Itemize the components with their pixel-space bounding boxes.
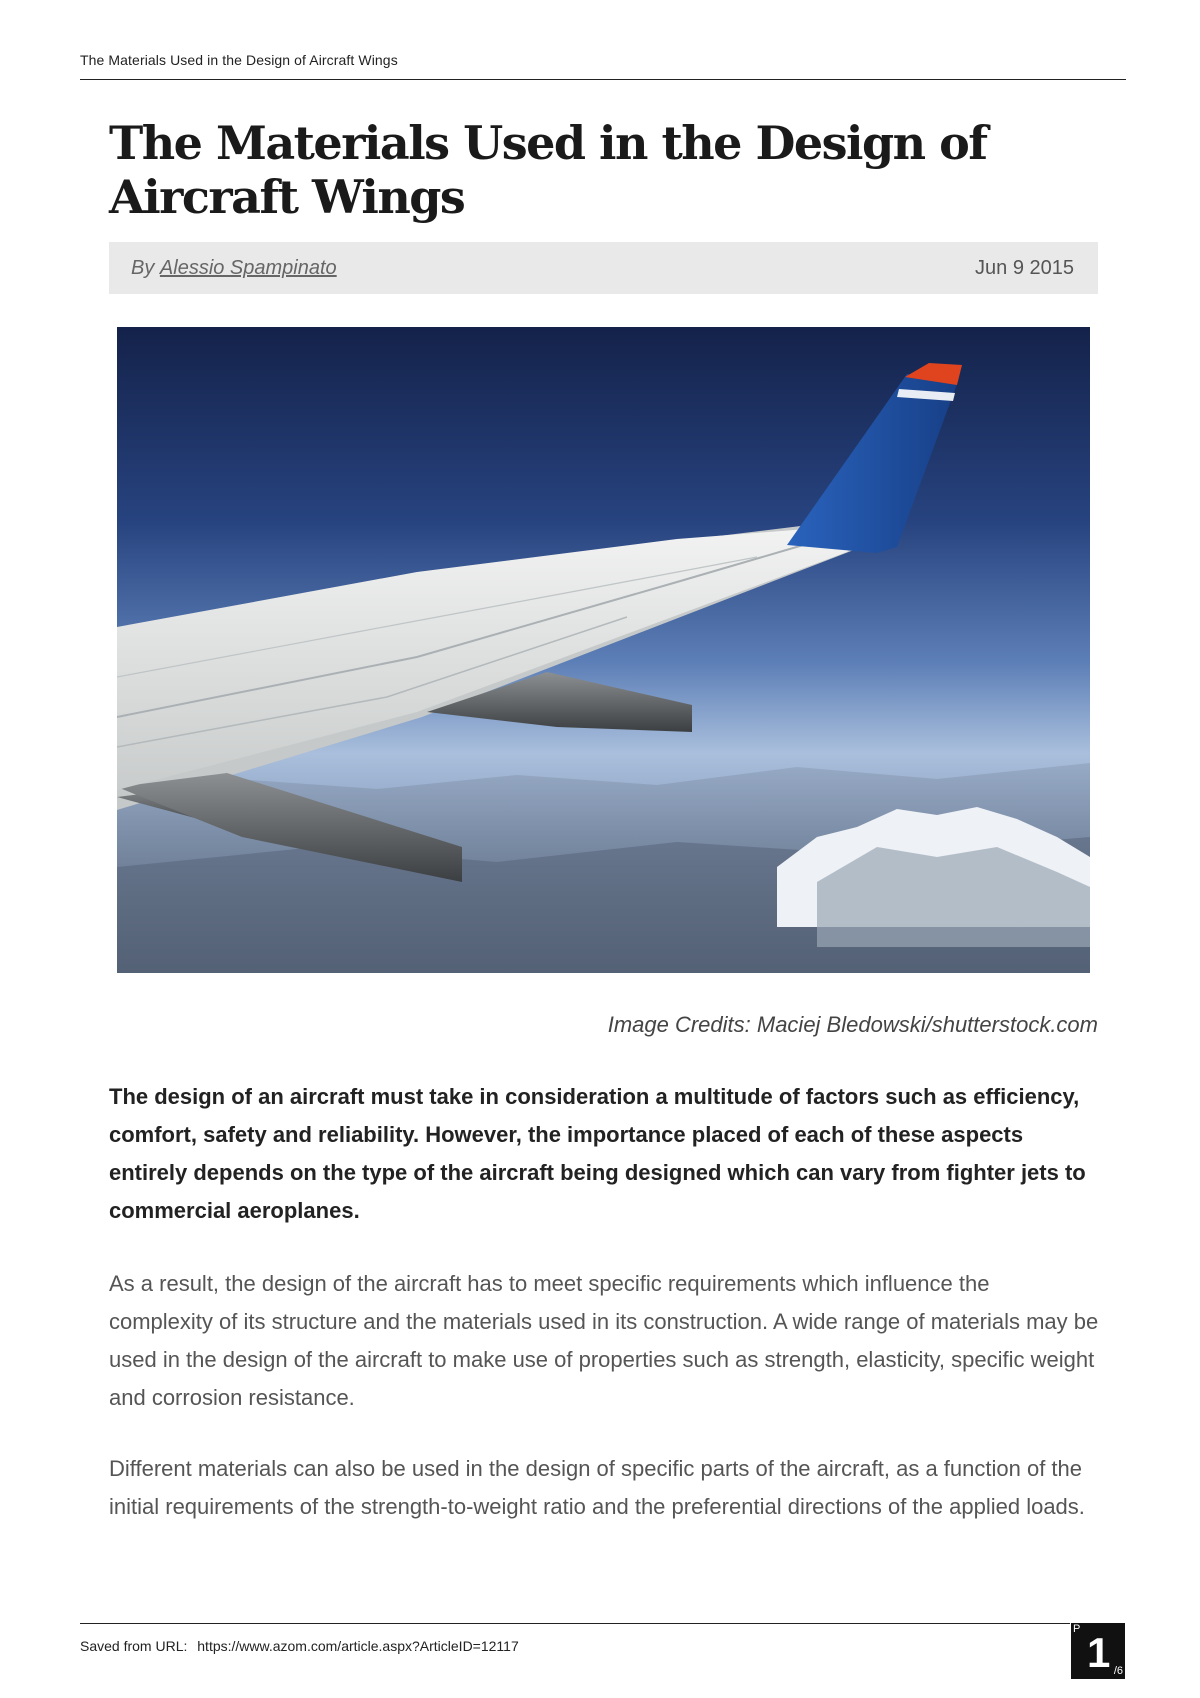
page-letter: P: [1073, 1623, 1081, 1635]
body-paragraph: As a result, the design of the aircraft has to meet specific requirements which influence the complexity of its structure and the materials used in its construction. A wide range of materials may be used in the design of the aircraft to make use of properties such as strength, elasticity, specific weight and corrosion resistance.: [109, 1271, 1099, 1410]
header-divider: [80, 79, 1126, 80]
aircraft-wing-photo: [117, 327, 1090, 973]
page-number-badge: [1071, 1623, 1125, 1679]
publish-date: Jun 9 2015: [975, 256, 1074, 279]
byline-author-group: [131, 257, 337, 280]
article-image: [117, 327, 1090, 973]
footer-divider: [80, 1623, 1070, 1624]
footer-source: [80, 1638, 519, 1654]
page-number: 1: [1087, 1629, 1111, 1676]
byline-bar: [109, 242, 1098, 294]
running-header: The Materials Used in the Design of Aircraft Wings: [80, 52, 398, 68]
source-url-link[interactable]: https://www.azom.com/article.aspx?ArticleID=12117: [197, 1638, 519, 1654]
lead-paragraph: The design of an aircraft must take in consideration a multitude of factors such as efficiency, comfort, safety and reliability. However, the importance placed of each of these aspects entirely depends on the type of the aircraft being designed which can vary from fighter jets to commercial aeroplanes.: [109, 1084, 1086, 1223]
saved-from-label: Saved from URL:: [80, 1638, 188, 1654]
byline-prefix: By: [131, 256, 155, 279]
page-total: /6: [1113, 1665, 1123, 1677]
article-title: The Materials Used in the Design of Aircraft Wings: [109, 116, 987, 224]
body-paragraph: Different materials can also be used in the design of specific parts of the aircraft, as a function of the initial requirements of the strength-to-weight ratio and the preferential directions of the applied loads.: [109, 1456, 1085, 1519]
author-link[interactable]: Alessio Spampinato: [159, 256, 337, 279]
image-caption: Image Credits: Maciej Bledowski/shutterstock.com: [607, 1012, 1098, 1037]
